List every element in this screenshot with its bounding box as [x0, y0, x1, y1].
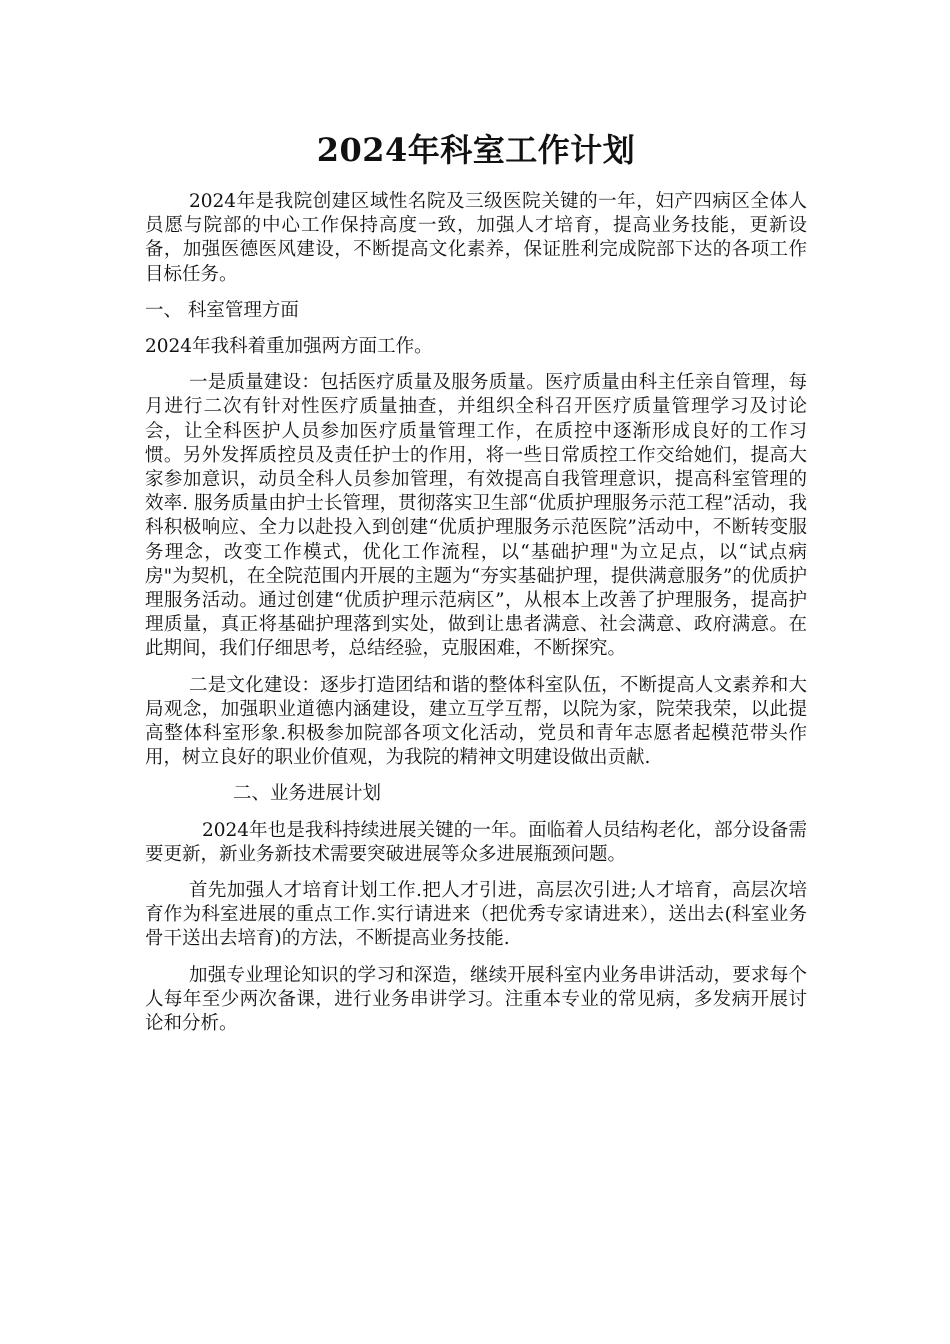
- document-page: [145, 128, 807, 1048]
- section-2-intro: 2024年也是我科持续进展关键的一年。面临着人员结构老化，部分设备需要更新，新业务新技术需要突破进展等众多进展瓶颈问题。: [145, 819, 807, 865]
- section-2-heading: 二、业务进展计划: [233, 783, 382, 805]
- section-1-lead: 2024年我科着重加强两方面工作。: [145, 336, 433, 358]
- quality-paragraph: 一是质量建设：包括医疗质量及服务质量。医疗质量由科主任亲自管理，每月进行二次有针对性医疗质量抽查，并组织全科召开医疗质量管理学习及讨论会，让全科医护人员参加医疗质量管理工作，在质控中逐渐形成良好的工作习惯。另外发挥质控员及责任护士的作用，将一些日常质控工作交给她们，提高大家参加意识，动员全科人员参加管理，有效提高自我管理意识，提高科室管理的效率. 服务质量由护士长管理，贯彻落实卫生部“优质护理服务示范工程”活动，我科积极响应、全力以赴投入到创建“优质护理服务示范医院”活动中，不断转变服务理念，改变工作模式，优化工作流程，以“基础护理"为立足点，以“试点病房"为契机，在全院范围内开展的主题为“夯实基础护理，提供满意服务”的优质护理服务活动。通过创建“优质护理示范病区”，从根本上改善了护理服务，提高护理质量，真正将基础护理落到实处，做到让患者满意、社会满意、政府满意。在此期间，我们仔细思考，总结经验，克服困难，不断探究。: [145, 372, 807, 660]
- culture-paragraph: 二是文化建设：逐步打造团结和谐的整体科室队伍，不断提高人文素养和大局观念，加强职业道德内涵建设，建立互学互帮，以院为家，院荣我荣，以此提高整体科室形象.积极参加院部各项文化活动，党员和青年志愿者起模范带头作用，树立良好的职业价值观，为我院的精神文明建设做出贡献.: [145, 674, 807, 769]
- document-title: 2024年科室工作计划: [316, 131, 636, 169]
- study-paragraph: 加强专业理论知识的学习和深造，继续开展科室内业务串讲活动，要求每个人每年至少两次备课，进行业务串讲学习。注重本专业的常见病，多发病开展讨论和分析。: [145, 964, 807, 1035]
- section-1-heading: 一、 科室管理方面: [145, 299, 299, 321]
- intro-paragraph: 2024年是我院创建区域性名院及三级医院关键的一年，妇产四病区全体人员愿与院部的中心工作保持高度一致，加强人才培育，提高业务技能，更新设备，加强医德医风建设，不断提高文化素养，保证胜利完成院部下达的各项工作目标任务。: [145, 191, 807, 285]
- talent-paragraph: 首先加强人才培育计划工作.把人才引进，高层次引进;人才培育，高层次培育作为科室进展的重点工作.实行请进来（把优秀专家请进来），送出去(科室业务骨干送出去培育)的方法，不断提高业务技能.: [145, 880, 807, 950]
